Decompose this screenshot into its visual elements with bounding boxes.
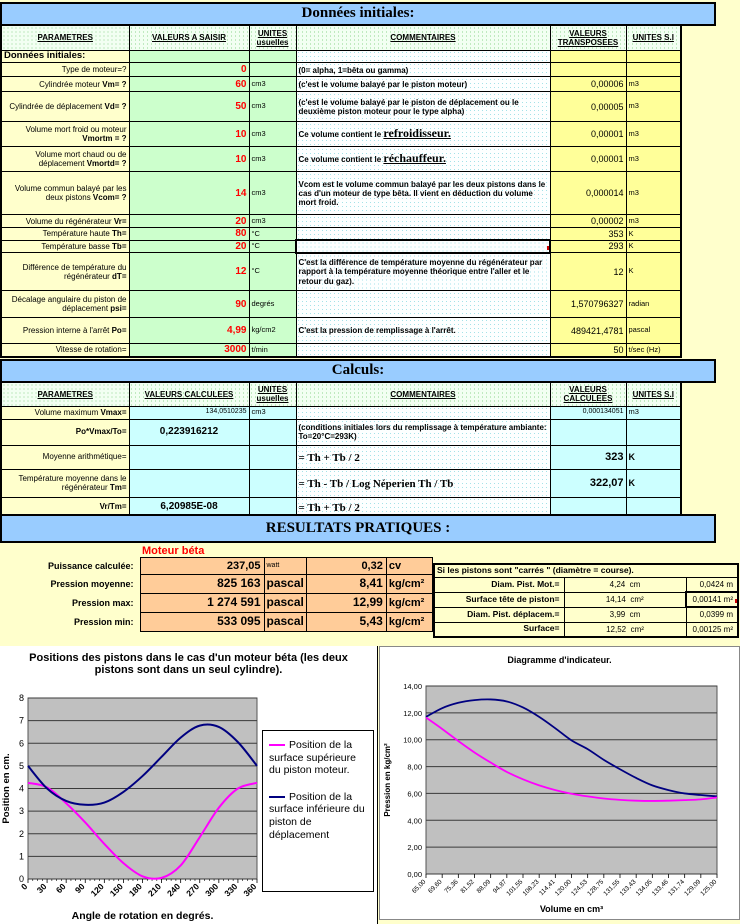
- result-value-2: 0,32: [306, 558, 386, 575]
- input-cell[interactable]: 4,99: [129, 318, 249, 344]
- table-row: [1, 172, 681, 215]
- comment-cell: = Th + Tb / 2: [296, 445, 550, 469]
- svg-text:2,00: 2,00: [407, 843, 422, 853]
- unit-cell: [249, 419, 296, 445]
- col-header-unites: UNITES usuelles: [249, 25, 296, 50]
- svg-text:8: 8: [18, 693, 24, 703]
- col-header-commentaires: COMMENTAIRES: [296, 25, 550, 50]
- table-row: [1, 469, 681, 497]
- table-row: [1, 62, 681, 77]
- transposed-cell: 0,000014: [550, 172, 626, 215]
- svg-text:30: 30: [34, 881, 49, 896]
- table-row: [0, 594, 432, 613]
- param-label: Température basse Tb=: [1, 240, 129, 253]
- svg-text:6: 6: [18, 738, 24, 749]
- param-label: Volume du régénérateur Vr=: [1, 215, 129, 228]
- si-unit-cell: K: [626, 253, 681, 291]
- svg-text:Angle de rotation en degrés.: Angle de rotation en degrés.: [71, 910, 214, 922]
- svg-text:134,05: 134,05: [634, 878, 654, 898]
- unit-cell: [249, 469, 296, 497]
- unit-cell: [249, 445, 296, 469]
- unit-cell: t/min: [249, 344, 296, 357]
- si-unit-cell: m3: [626, 92, 681, 122]
- transposed-cell: 353: [550, 228, 626, 241]
- svg-text:10,00: 10,00: [403, 735, 422, 745]
- svg-text:128,75: 128,75: [586, 878, 606, 898]
- result-unit: watt: [264, 558, 306, 575]
- calc-si-value-cell: 322,07: [550, 469, 626, 497]
- piston-value-m: 0,00125 m²: [686, 622, 738, 637]
- svg-text:14,00: 14,00: [403, 682, 422, 691]
- param-label: Volume commun balayé par les deux pistons Vcom= ?: [1, 172, 129, 215]
- col-header-valeurs-calculees-si: VALEURS CALCULEES: [550, 382, 626, 406]
- si-unit-cell: K: [626, 469, 681, 497]
- col-header-parametres: PARAMETRES: [1, 382, 129, 406]
- table-row: [434, 592, 738, 607]
- svg-text:133,43: 133,43: [618, 878, 638, 898]
- transposed-cell: 50: [550, 344, 626, 357]
- unit-cell: °C: [249, 240, 296, 253]
- svg-text:114,41: 114,41: [538, 878, 557, 898]
- param-label: Type de moteur=?: [1, 62, 129, 77]
- param-label: Vitesse de rotation=: [1, 344, 129, 357]
- piston-label: Diam. Pist. Mot.=: [434, 577, 564, 592]
- unit-cell: °C: [249, 253, 296, 291]
- comment-cell: [296, 50, 550, 62]
- param-label: Po*Vmax/To=: [1, 419, 129, 445]
- si-unit-cell: K: [626, 445, 681, 469]
- table-row: [0, 613, 432, 632]
- table-row: [1, 253, 681, 291]
- indicator-chart-plot: [381, 667, 737, 917]
- svg-text:3: 3: [18, 806, 24, 817]
- unit-cell: [249, 62, 296, 77]
- svg-text:75,36: 75,36: [443, 878, 460, 895]
- col-header-unites: UNITES usuelles: [249, 382, 296, 406]
- table-row: [1, 318, 681, 344]
- table-row: [1, 344, 681, 357]
- svg-text:240: 240: [164, 881, 183, 899]
- svg-text:4,00: 4,00: [407, 816, 422, 826]
- svg-text:108,23: 108,23: [521, 878, 541, 898]
- table-row: [1, 77, 681, 92]
- calculs-table: [0, 381, 682, 518]
- svg-text:Pression en kg/cm²: Pression en kg/cm²: [383, 743, 392, 817]
- transposed-cell: 0,00001: [550, 147, 626, 172]
- result-value-2: 12,99: [306, 594, 386, 613]
- piston-value-cm: 3,99 cm: [564, 607, 686, 622]
- svg-text:8,00: 8,00: [407, 762, 422, 772]
- svg-text:133,46: 133,46: [650, 878, 670, 898]
- table-row: [1, 228, 681, 241]
- result-label: Pression max:: [71, 597, 134, 608]
- svg-text:210: 210: [145, 881, 163, 899]
- calc-si-value-cell: [550, 419, 626, 445]
- pistons-chart-title: Positions des pistons dans le cas d'un moteur béta (les deux pistons sont dans un seul cylindre).: [29, 652, 348, 676]
- param-label: Température moyenne dans le régénérateur Tm=: [1, 469, 129, 497]
- calc-si-value-cell: 0,000134051: [550, 406, 626, 419]
- result-value: 237,05: [140, 558, 264, 575]
- result-unit-2: kg/cm²: [386, 594, 432, 613]
- results-table: [0, 557, 433, 632]
- input-cell[interactable]: 20: [129, 240, 249, 253]
- result-value: 533 095: [140, 613, 264, 632]
- unit-cell: [249, 50, 296, 62]
- svg-text:90: 90: [72, 881, 87, 896]
- result-value: 825 163: [140, 575, 264, 594]
- unit-cell: cm3: [249, 406, 296, 419]
- param-label: Vr/Tm=: [1, 497, 129, 517]
- table-row: [0, 558, 432, 575]
- transposed-cell: 12: [550, 253, 626, 291]
- comment-cell: [296, 406, 550, 419]
- piston-label: Surface tête de piston=: [434, 592, 564, 607]
- svg-text:120,00: 120,00: [553, 878, 573, 898]
- table-row: [0, 575, 432, 594]
- moteur-beta-label: Moteur béta: [142, 545, 205, 557]
- section-title-resultats: RESULTATS PRATIQUES :: [0, 514, 716, 543]
- unit-cell: °C: [249, 228, 296, 241]
- param-label: Volume mort froid ou moteur Vmortm = ?: [1, 122, 129, 147]
- si-unit-cell: K: [626, 240, 681, 253]
- comment-cell: C'est la pression de remplissage à l'arrêt.: [296, 318, 550, 344]
- si-unit-cell: m3: [626, 215, 681, 228]
- col-header-commentaires: COMMENTAIRES: [296, 382, 550, 406]
- param-label: Moyenne arithmétique=: [1, 445, 129, 469]
- svg-text:94,87: 94,87: [491, 878, 509, 895]
- result-unit-2: cv: [386, 558, 432, 575]
- table-header-row: [1, 25, 681, 50]
- transposed-cell: 0,00005: [550, 92, 626, 122]
- svg-text:101,55: 101,55: [505, 878, 525, 898]
- si-unit-cell: m3: [626, 147, 681, 172]
- calc-value-cell: 0,223916212: [129, 419, 249, 445]
- svg-text:4: 4: [18, 783, 24, 794]
- svg-text:150: 150: [107, 881, 125, 899]
- svg-text:131,55: 131,55: [602, 878, 622, 898]
- calc-value-cell: [129, 445, 249, 469]
- table-row: [1, 215, 681, 228]
- svg-text:125,00: 125,00: [699, 878, 719, 898]
- comment-cell: Ce volume contient le refroidisseur.: [296, 122, 550, 147]
- param-label: Cylindrée moteur Vm= ?: [1, 77, 129, 92]
- svg-text:129,09: 129,09: [683, 878, 703, 898]
- svg-text:180: 180: [126, 881, 144, 899]
- legend-entry: [269, 791, 369, 841]
- svg-text:88,09: 88,09: [475, 878, 493, 895]
- comment-cell: (conditions initiales lors du remplissage à température ambiante: To=20°C=293K): [296, 419, 550, 445]
- unit-cell: cm3: [249, 92, 296, 122]
- col-header-parametres: PARAMETRES: [1, 25, 129, 50]
- si-unit-cell: [626, 50, 681, 62]
- comment-cell: [296, 344, 550, 357]
- svg-text:Volume en cm³: Volume en cm³: [539, 904, 604, 914]
- result-unit: pascal: [264, 613, 306, 632]
- svg-text:330: 330: [222, 881, 240, 899]
- result-label: Pression moyenne:: [50, 578, 134, 589]
- input-cell[interactable]: 14: [129, 172, 249, 215]
- legend-line-swatch: [269, 744, 285, 746]
- input-cell[interactable]: 10: [129, 122, 249, 147]
- si-unit-cell: m3: [626, 122, 681, 147]
- section-title-donnees: Données initiales:: [0, 2, 716, 26]
- svg-text:0: 0: [18, 874, 24, 884]
- result-value-2: 5,43: [306, 613, 386, 632]
- input-cell[interactable]: 10: [129, 147, 249, 172]
- param-label: Décalage angulaire du piston de déplacement psi=: [1, 291, 129, 318]
- result-value: 1 274 591: [140, 594, 264, 613]
- pistons-table: [433, 563, 739, 638]
- svg-text:0,00: 0,00: [407, 870, 422, 879]
- param-label: Volume maximum Vmax=: [1, 406, 129, 419]
- param-label: Température haute Th=: [1, 228, 129, 241]
- input-cell[interactable]: 3000: [129, 344, 249, 357]
- table-row: [1, 92, 681, 122]
- si-unit-cell: [626, 419, 681, 445]
- result-label: Puissance calculée:: [47, 560, 134, 571]
- transposed-cell: 0,00001: [550, 122, 626, 147]
- table-header-row: [1, 382, 681, 406]
- chart-legend: [262, 730, 374, 892]
- legend-label: Position de la surface supérieure du piston moteur.: [269, 739, 356, 777]
- result-unit: pascal: [264, 575, 306, 594]
- comment-cell: Vcom est le volume commun balayé par les deux pistons dans le cas d'un moteur de type bêta. Il vient en déduction du volume mort froid.: [296, 172, 550, 215]
- svg-text:60: 60: [53, 881, 68, 896]
- unit-cell: cm3: [249, 147, 296, 172]
- table-row: [1, 240, 681, 253]
- transposed-cell: 489421,4781: [550, 318, 626, 344]
- section-label: Données initiales:: [1, 50, 129, 62]
- comment-cell: (c'est le volume balayé par le piston moteur): [296, 77, 550, 92]
- input-cell[interactable]: 90: [129, 291, 249, 318]
- section-label-row: [1, 50, 681, 62]
- col-header-valeurs-calculees: VALEURS CALCULEES: [129, 382, 249, 406]
- transposed-cell: [550, 50, 626, 62]
- unit-cell: cm3: [249, 122, 296, 147]
- legend-line-swatch: [269, 796, 285, 798]
- svg-text:360: 360: [241, 881, 259, 899]
- comment-cell: (0= alpha, 1=bêta ou gamma): [296, 62, 550, 77]
- result-unit: pascal: [264, 594, 306, 613]
- table-row: [1, 406, 681, 419]
- piston-value-m: 0,0399 m: [686, 607, 738, 622]
- svg-text:5: 5: [18, 760, 24, 771]
- input-cell[interactable]: 60: [129, 77, 249, 92]
- unit-cell: kg/cm2: [249, 318, 296, 344]
- pistons-chart-panel: [0, 646, 378, 924]
- piston-label: Diam. Pist. déplacem.=: [434, 607, 564, 622]
- transposed-cell: 1,570796327: [550, 291, 626, 318]
- table-row: [1, 291, 681, 318]
- si-unit-cell: K: [626, 228, 681, 241]
- calc-value-cell: 6,20985E-08: [129, 497, 249, 517]
- svg-text:6,00: 6,00: [407, 789, 422, 799]
- comment-cell: [296, 228, 550, 241]
- col-header-unites-si: UNITES S.I: [626, 382, 681, 406]
- si-unit-cell: m3: [626, 77, 681, 92]
- input-cell[interactable]: 12: [129, 253, 249, 291]
- svg-text:120: 120: [88, 881, 106, 899]
- donnees-table: [0, 24, 682, 358]
- svg-text:65,00: 65,00: [410, 878, 428, 895]
- comment-cell: Ce volume contient le réchauffeur.: [296, 147, 550, 172]
- result-value-2: 8,41: [306, 575, 386, 594]
- input-cell[interactable]: [129, 50, 249, 62]
- svg-text:0: 0: [18, 881, 30, 892]
- table-row: [1, 419, 681, 445]
- unit-cell: degrés: [249, 291, 296, 318]
- svg-text:12,00: 12,00: [403, 708, 422, 718]
- pistons-chart-plot: [0, 684, 292, 924]
- transposed-cell: 293: [550, 240, 626, 253]
- svg-text:Position en cm.: Position en cm.: [1, 753, 12, 824]
- col-header-valeurs: VALEURS A SAISIR: [129, 25, 249, 50]
- si-unit-cell: m3: [626, 172, 681, 215]
- table-row: [434, 577, 738, 592]
- si-unit-cell: m3: [626, 406, 681, 419]
- piston-value-cm: 12,52 cm²: [564, 622, 686, 637]
- calc-value-cell: 134,0510235: [129, 406, 249, 419]
- param-label: Cylindrée de déplacement Vd= ?: [1, 92, 129, 122]
- svg-text:300: 300: [203, 881, 221, 899]
- selected-cell[interactable]: 0,00141 m²: [686, 592, 738, 607]
- section-title-calculs: Calculs:: [0, 359, 716, 383]
- transposed-cell: 0,00002: [550, 215, 626, 228]
- legend-label: Position de la surface inférieure du piston de déplacement: [269, 790, 365, 841]
- calc-si-value-cell: 323: [550, 445, 626, 469]
- piston-value-m: 0,0424 m: [686, 577, 738, 592]
- selected-cell[interactable]: [296, 240, 550, 253]
- pistons-header: Si les pistons sont "carrés " (diamètre = course).: [434, 564, 738, 577]
- table-row: [1, 445, 681, 469]
- indicator-chart-title: Diagramme d'indicateur.: [507, 655, 612, 665]
- si-unit-cell: [626, 62, 681, 77]
- table-row: [1, 147, 681, 172]
- calc-value-cell: [129, 469, 249, 497]
- unit-cell: cm3: [249, 215, 296, 228]
- svg-text:7: 7: [18, 715, 24, 726]
- result-unit-2: kg/cm²: [386, 575, 432, 594]
- comment-cell: C'est la différence de température moyenne du régénérateur par rapport à la température moyenne théorique entre l'aller et le retour du gaz).: [296, 253, 550, 291]
- comment-cell: [296, 215, 550, 228]
- table-row: [434, 622, 738, 637]
- table-row: [434, 607, 738, 622]
- si-unit-cell: pascal: [626, 318, 681, 344]
- table-row: [1, 122, 681, 147]
- si-unit-cell: radian: [626, 291, 681, 318]
- comment-cell: (c'est le volume balayé par le piston de déplacement ou le deuxième piston moteur pour le type alpha): [296, 92, 550, 122]
- result-unit-2: kg/cm²: [386, 613, 432, 632]
- col-header-transposees: VALEURS TRANSPOSEES: [550, 25, 626, 50]
- svg-text:81,52: 81,52: [459, 878, 476, 895]
- piston-label: Surface=: [434, 622, 564, 637]
- si-unit-cell: t/sec (Hz): [626, 344, 681, 357]
- transposed-cell: 0,00006: [550, 77, 626, 92]
- svg-text:69,60: 69,60: [427, 878, 444, 895]
- unit-cell: cm3: [249, 172, 296, 215]
- piston-value-cm: 14,14 cm²: [564, 592, 686, 607]
- param-label: Différence de température du régénérateur dT=: [1, 253, 129, 291]
- input-cell[interactable]: 0: [129, 62, 249, 77]
- svg-text:2: 2: [18, 828, 24, 839]
- input-cell[interactable]: 80: [129, 228, 249, 241]
- svg-text:1: 1: [18, 851, 24, 862]
- comment-cell: [296, 291, 550, 318]
- result-label: Pression min:: [73, 616, 134, 627]
- col-header-unites-si: UNITES S.I: [626, 25, 681, 50]
- comment-cell: = Th - Tb / Log Néperien Th / Tb: [296, 469, 550, 497]
- param-label: Pression interne à l'arrêt Po=: [1, 318, 129, 344]
- svg-text:270: 270: [184, 881, 202, 899]
- legend-entry: [269, 739, 369, 777]
- input-cell[interactable]: 20: [129, 215, 249, 228]
- table-header-row: [434, 564, 738, 577]
- piston-value-cm: 4,24 cm: [564, 577, 686, 592]
- param-label: Volume mort chaud ou de déplacement Vmortd= ?: [1, 147, 129, 172]
- indicator-chart-panel: [379, 646, 740, 920]
- transposed-cell: [550, 62, 626, 77]
- svg-text:124,53: 124,53: [570, 878, 590, 898]
- comment-cell: = Th + Tb / 2: [296, 497, 550, 517]
- input-cell[interactable]: 50: [129, 92, 249, 122]
- unit-cell: cm3: [249, 77, 296, 92]
- svg-text:131,74: 131,74: [667, 878, 687, 898]
